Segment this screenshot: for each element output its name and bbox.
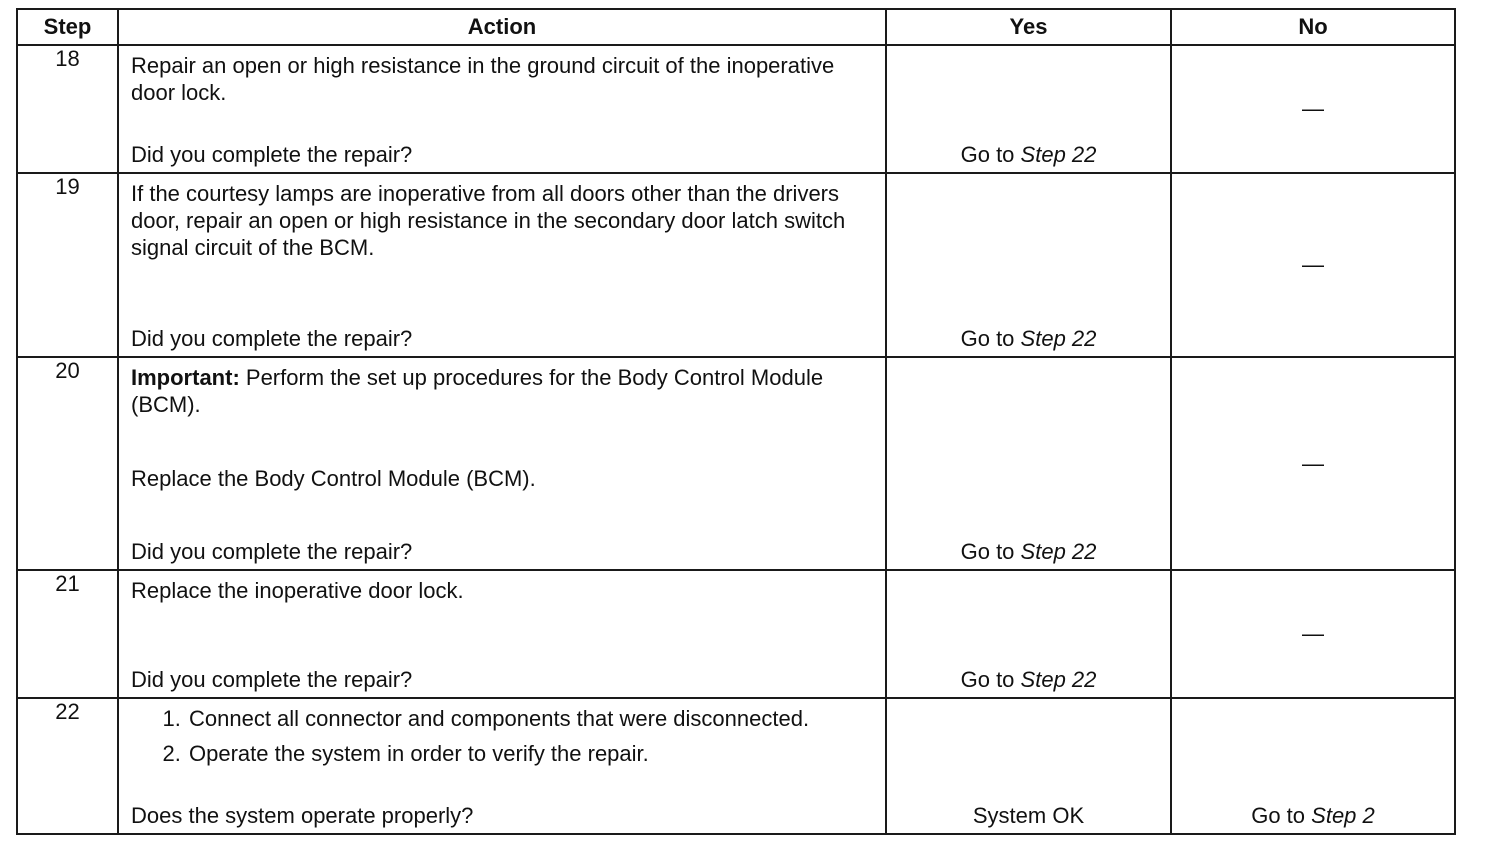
header-step: Step — [17, 9, 118, 45]
step-number: 18 — [17, 45, 118, 173]
yes-prefix: Go to — [960, 667, 1015, 692]
yes-result — [961, 667, 1097, 693]
no-cell — [1171, 173, 1455, 357]
yes-step-ref: Step 22 — [1020, 326, 1097, 351]
yes-cell — [886, 173, 1171, 357]
important-label: Important: — [131, 365, 240, 390]
action-question: Does the system operate properly? — [131, 803, 474, 828]
no-result: — — [1302, 621, 1324, 646]
yes-result — [961, 142, 1097, 168]
list-item: 1. Connect all connector and components that were disconnected. — [187, 705, 875, 732]
yes-prefix: Go to — [960, 142, 1015, 167]
no-step-ref: Step 2 — [1311, 803, 1375, 828]
yes-prefix: Go to — [960, 326, 1015, 351]
step-number: 20 — [17, 357, 118, 570]
action-cell — [118, 173, 886, 357]
action-text: Replace the inoperative door lock. — [131, 578, 464, 603]
list-item: 2. Operate the system in order to verify the repair. — [187, 740, 875, 767]
header-no: No — [1171, 9, 1455, 45]
yes-cell — [886, 45, 1171, 173]
diagnostic-table — [16, 8, 1456, 835]
action-question: Did you complete the repair? — [131, 667, 413, 692]
table-row — [17, 45, 1455, 173]
no-prefix: Go to — [1251, 803, 1306, 828]
action-cell — [118, 45, 886, 173]
step-number: 21 — [17, 570, 118, 698]
header-action: Action — [118, 9, 886, 45]
yes-cell — [886, 357, 1171, 570]
step-number: 22 — [17, 698, 118, 834]
step-number: 19 — [17, 173, 118, 357]
header-row — [17, 9, 1455, 45]
yes-prefix: Go to — [960, 539, 1015, 564]
no-cell — [1171, 570, 1455, 698]
table-row — [17, 570, 1455, 698]
no-result: — — [1302, 96, 1324, 121]
important-text: Perform the set up procedures for the Body Control Module (BCM). — [131, 365, 824, 417]
yes-result: System OK — [972, 803, 1085, 828]
action-question: Did you complete the repair? — [131, 539, 413, 564]
action-text: Replace the Body Control Module (BCM). — [131, 465, 536, 491]
yes-cell — [886, 570, 1171, 698]
procedure-list — [131, 705, 875, 767]
action-text: If the courtesy lamps are inoperative from all doors other than the drivers door, repair an open or high resistance in the secondary door latch switch signal circuit of the BCM. — [131, 181, 846, 260]
action-question: Did you complete the repair? — [131, 142, 413, 167]
no-cell — [1171, 698, 1455, 834]
yes-step-ref: Step 22 — [1020, 142, 1097, 167]
yes-step-ref: Step 22 — [1020, 539, 1097, 564]
table-row — [17, 173, 1455, 357]
action-text: Repair an open or high resistance in the ground circuit of the inoperative door lock. — [131, 53, 835, 105]
table-row — [17, 357, 1455, 570]
yes-result — [961, 539, 1097, 565]
action-cell — [118, 698, 886, 834]
no-result: — — [1302, 252, 1324, 277]
no-result: — — [1302, 450, 1324, 476]
header-yes: Yes — [886, 9, 1171, 45]
no-cell — [1171, 45, 1455, 173]
no-result — [1251, 803, 1375, 829]
action-cell — [118, 357, 886, 570]
action-question: Did you complete the repair? — [131, 326, 413, 351]
important-note — [131, 364, 875, 418]
table-row — [17, 698, 1455, 834]
yes-step-ref: Step 22 — [1020, 667, 1097, 692]
yes-cell — [886, 698, 1171, 834]
no-cell — [1171, 357, 1455, 570]
yes-result — [961, 326, 1097, 352]
action-cell — [118, 570, 886, 698]
